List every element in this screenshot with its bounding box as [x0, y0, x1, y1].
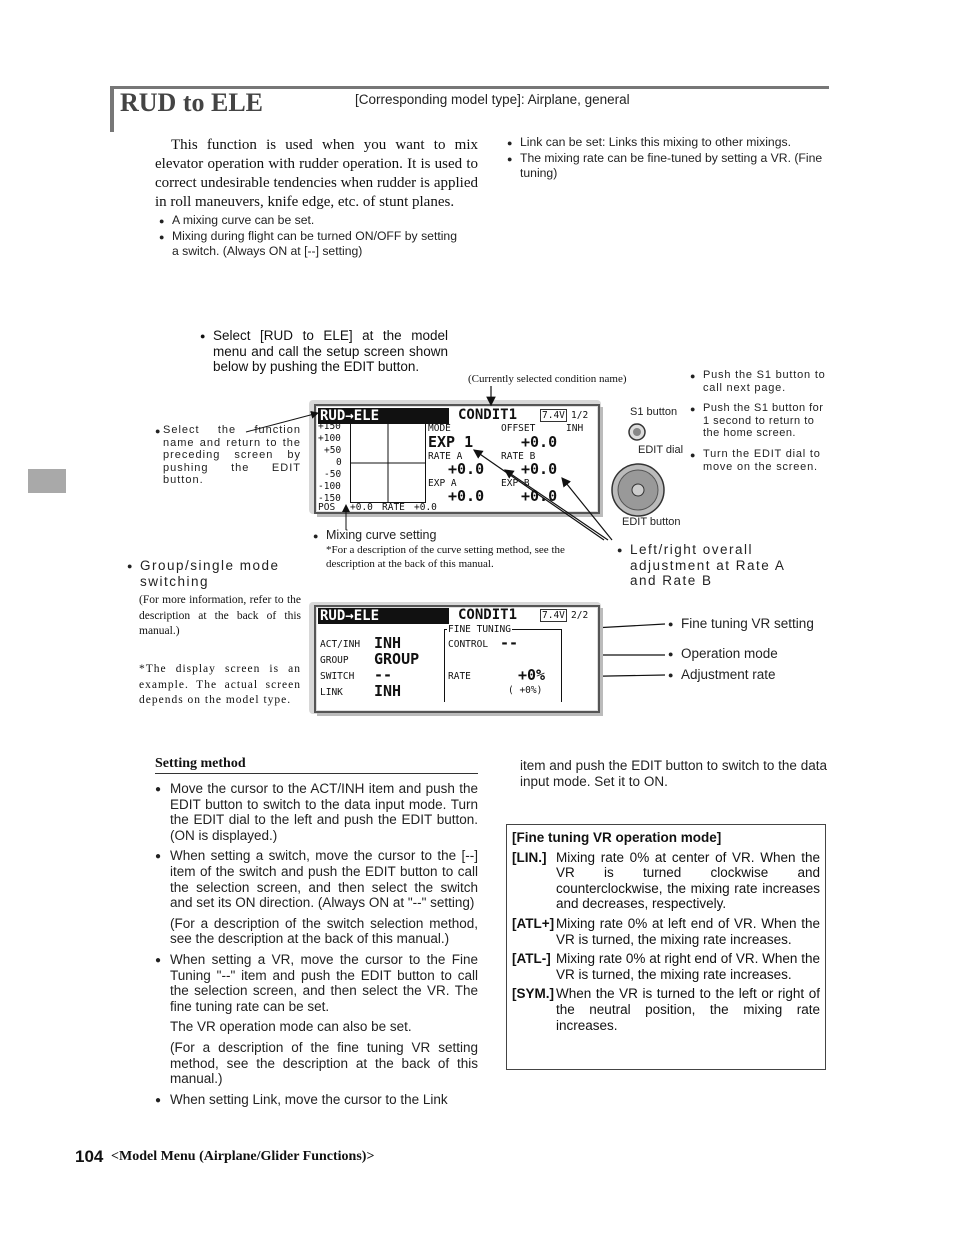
fine-rate-sub: ( +0%)	[508, 685, 543, 696]
vr-box-heading: [Fine tuning VR operation mode]	[512, 830, 722, 845]
vr-row-atl-plus	[512, 916, 820, 947]
screen2-page: 2/2	[571, 610, 589, 621]
lcd-screen-2	[314, 605, 600, 713]
setting-steps	[155, 781, 478, 1112]
pos-label: POS	[318, 502, 336, 513]
vr-key: [ATL-]	[512, 951, 551, 967]
vr-key: [LIN.]	[512, 849, 547, 865]
rate-value: +0.0	[414, 502, 437, 513]
link-value[interactable]: INH	[374, 682, 402, 700]
y-tick: -50	[324, 469, 342, 480]
screen1-title[interactable]: RUD→ELE	[318, 408, 449, 424]
exp-b-value[interactable]: +0.0	[521, 487, 558, 505]
vr-key: [ATL+]	[512, 915, 555, 931]
setting-continuation: item and push the EDIT button to switch to the data input mode. Set it to ON.	[520, 758, 827, 789]
offset-value[interactable]: +0.0	[521, 433, 558, 451]
list-item: ● A mixing curve can be set.	[159, 213, 478, 229]
offset-label: OFFSET	[501, 423, 536, 434]
rate-a-value[interactable]: +0.0	[448, 460, 485, 478]
pos-value: +0.0	[350, 502, 373, 513]
list-item: ● Move the cursor to the ACT/INH item and push the EDIT button to switch to the data input mode. Turn the EDIT dial to the left and push the EDIT button. (ON is displayed.)	[155, 781, 478, 843]
footer-section: <Model Menu (Airplane/Glider Functions)>	[111, 1149, 375, 1164]
page-number: 104	[75, 1147, 104, 1166]
exp-a-value[interactable]: +0.0	[448, 487, 485, 505]
edit-button-label: EDIT button	[622, 516, 681, 528]
fine-tuning-note: ● Fine tuning VR setting	[668, 616, 814, 631]
control-label: CONTROL	[448, 639, 489, 650]
offset-inh[interactable]: INH	[566, 423, 584, 434]
fine-tuning-label: FINE TUNING	[448, 624, 511, 635]
mixing-curve-label: ● Mixing curve setting	[313, 528, 436, 543]
select-function-note: ● Select the function name and return to the preceding screen by pushing the EDIT button.	[155, 424, 301, 487]
y-tick: -100	[318, 481, 341, 492]
push-s1-home-note: ● Push the S1 button for 1 second to return to the home screen.	[690, 402, 830, 440]
screen2-title[interactable]: RUD→ELE	[318, 608, 449, 624]
y-tick: +50	[324, 445, 342, 456]
y-tick: +150	[318, 421, 341, 432]
rate-b-value[interactable]: +0.0	[521, 460, 558, 478]
switch-value[interactable]: --	[374, 666, 393, 684]
mode-value[interactable]: EXP 1	[428, 433, 474, 451]
select-instruction: ● Select [RUD to ELE] at the model menu and call the setup screen shown below by pushing the EDIT button.	[200, 328, 448, 375]
mode-label: MODE	[428, 423, 451, 434]
intro-paragraph: This function is used when you want to mix elevator operation with rudder operation. It is used to correct undesirable tendencies when rudder is applied in roll maneuvers, knife edge, etc. of stunt planes.	[155, 137, 478, 210]
act-inh-value[interactable]: INH	[374, 634, 402, 652]
control-value[interactable]: --	[500, 634, 519, 652]
vr-row-atl-minus	[512, 951, 820, 982]
display-note: *The display screen is an example. The actual screen depends on the model type.	[139, 663, 301, 706]
y-tick: +100	[318, 433, 341, 444]
switch-label: SWITCH	[320, 671, 355, 682]
adjustment-rate-note: ● Adjustment rate	[668, 667, 776, 682]
exp-a-label: EXP A	[428, 478, 457, 489]
push-s1-next-note: ● Push the S1 button to call next page.	[690, 369, 830, 394]
s1-button-label: S1 button	[630, 406, 678, 418]
edit-dial-label: EDIT dial	[638, 444, 684, 456]
vr-desc: Mixing rate 0% at right end of VR. When the VR is turned, the mixing rate increases.	[556, 951, 820, 982]
group-note: (For more information, refer to the description at the back of this manual.)	[139, 594, 301, 637]
rate-b-label: RATE B	[501, 451, 536, 462]
setting-rule	[155, 773, 478, 774]
vr-desc: Mixing rate 0% at left end of VR. When the VR is turned, the mixing rate increases.	[556, 915, 820, 947]
screen2-battery: 7.4V	[542, 610, 565, 621]
operation-mode-note: ● Operation mode	[668, 646, 778, 661]
vr-key: [SYM.]	[512, 986, 554, 1002]
model-type-text: [Corresponding model type]: Airplane, general	[355, 92, 630, 107]
list-item: ● When setting a VR, move the cursor to the Fine Tuning "--" item and push the EDIT button to call the selection screen, and then select the VR. The fine tuning rate can be set.	[155, 952, 478, 1014]
y-tick: -150	[318, 493, 341, 504]
list-item: ● The mixing rate can be fine-tuned by setting a VR. (Fine tuning)	[507, 151, 827, 182]
group-value[interactable]: GROUP	[374, 650, 420, 668]
group-single-label: ● Group/single mode switching	[127, 558, 303, 589]
fine-rate-label: RATE	[448, 671, 471, 682]
rate-label: RATE	[382, 502, 405, 513]
exp-b-label: EXP B	[501, 478, 530, 489]
setting-heading: Setting method	[155, 756, 246, 771]
list-item: ● When setting a switch, move the cursor to the [--] item of the switch and push the EDIT button to call the selection screen, and then select the switch and set its ON direction. (Always ON at "--" setting)	[155, 848, 478, 910]
vr-mode-box	[506, 824, 826, 1070]
fine-rate-value[interactable]: +0%	[518, 666, 546, 684]
screen1-condition: CONDIT1	[458, 407, 518, 423]
list-item: ● Link can be set: Links this mixing to other mixings.	[507, 135, 827, 151]
condition-label: (Currently selected condition name)	[468, 373, 627, 385]
page-title: RUD to ELE	[120, 88, 264, 117]
y-tick: 0	[336, 457, 342, 468]
act-inh-label: ACT/INH	[320, 639, 361, 650]
rate-a-label: RATE A	[428, 451, 463, 462]
group-label: GROUP	[320, 655, 349, 666]
vr-desc: When the VR is turned to the left or right of the neutral position, the mixing rate increases.	[556, 986, 820, 1033]
turn-edit-note: ● Turn the EDIT dial to move on the screen.	[690, 448, 830, 473]
list-item: (For a description of the switch selection method, see the description at the back of this manual.)	[170, 915, 478, 947]
link-label: LINK	[320, 687, 343, 698]
screen1-battery: 7.4V	[542, 410, 565, 421]
list-item: (For a description of the fine tuning VR setting method, see the description at the back of this manual.)	[170, 1039, 478, 1087]
left-right-note: ● Left/right overall adjustment at Rate A and Rate B	[617, 542, 792, 589]
vr-row-lin	[512, 850, 820, 912]
vr-row-sym	[512, 986, 820, 1033]
mixing-curve-note: *For a description of the curve setting method, see the description at the back of this manual.	[326, 544, 565, 570]
list-item: ● When setting Link, move the cursor to the Link	[155, 1092, 478, 1108]
screen2-condition: CONDIT1	[458, 607, 518, 623]
list-item: The VR operation mode can also be set.	[170, 1019, 412, 1035]
list-item: ● Mixing during flight can be turned ON/OFF by setting a switch. (Always ON at [--] setting)	[159, 229, 457, 260]
vr-desc: Mixing rate 0% at center of VR. When the VR is turned clockwise and counterclockwise, the mixing rate increases and decreases, respectively.	[556, 849, 820, 912]
screen1-page: 1/2	[571, 410, 589, 421]
